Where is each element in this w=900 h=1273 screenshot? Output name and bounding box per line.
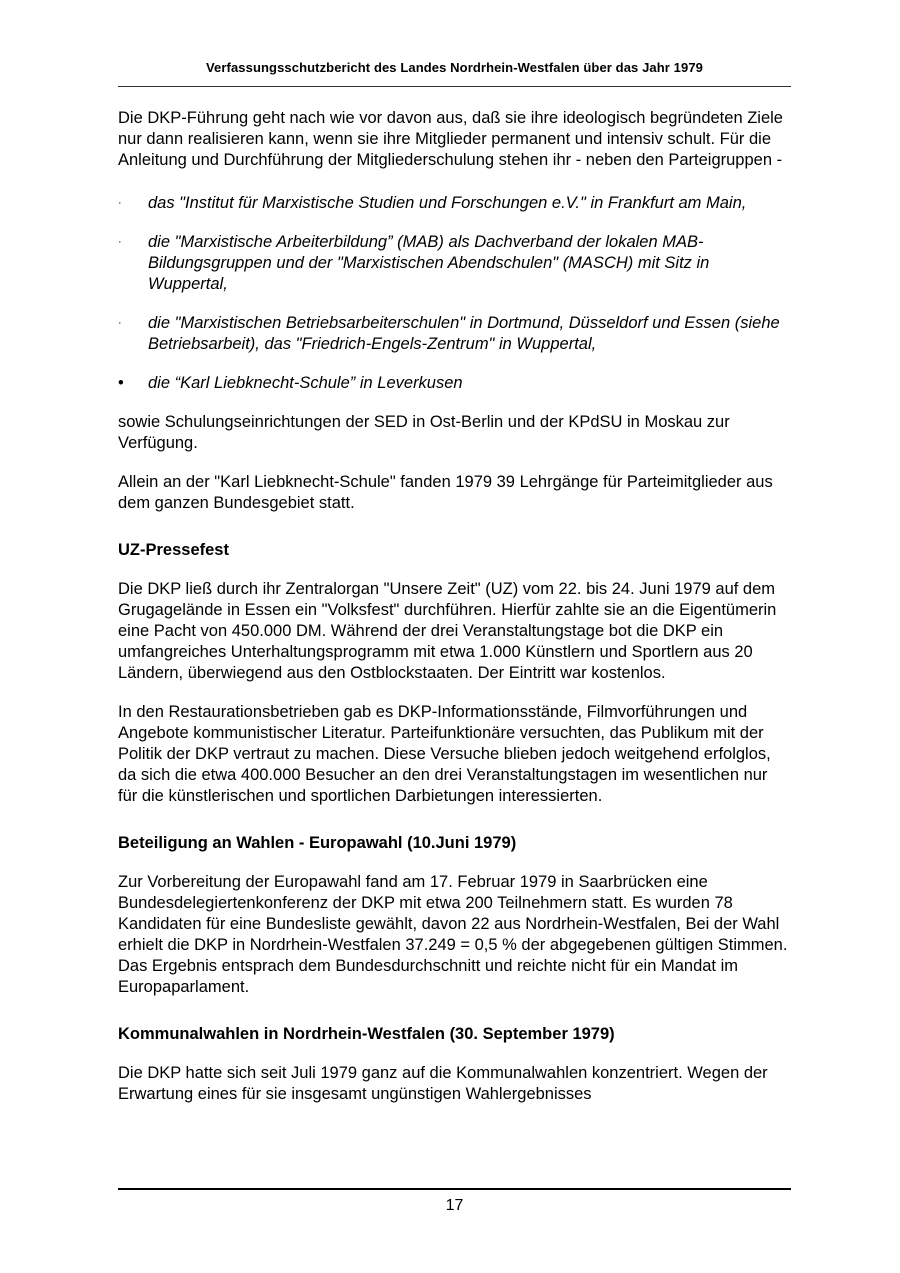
paragraph-kommunalwahlen: Die DKP hatte sich seit Juli 1979 ganz auf die Kommunalwahlen konzentriert. Wegen der Erwartung eines für sie insgesamt ungünstigen Wahlergebnisses bbox=[118, 1064, 768, 1103]
content-column bbox=[118, 0, 791, 1123]
list-item bbox=[118, 232, 791, 295]
bullet-text: das "Institut für Marxistische Studien und Forschungen e.V." in Frankfurt am Main, bbox=[148, 194, 747, 212]
list-item bbox=[118, 373, 791, 394]
bullet-marker: • bbox=[118, 374, 124, 392]
bullet-marker: · bbox=[118, 236, 122, 248]
page-footer bbox=[118, 1188, 791, 1215]
header-divider bbox=[118, 86, 791, 87]
page-number: 17 bbox=[445, 1197, 464, 1214]
paragraph-europawahl: Zur Vorbereitung der Europawahl fand am 17. Februar 1979 in Saarbrücken eine Bundesdelegiertenkonferenz der DKP mit etwa 200 Teilnehmern statt. Es wurden 78 Kandidaten für eine Bundesliste gewählt, davon 22 aus Nordrhein-Westfalen, Bei der Wahl erhielt die DKP in Nordrhein-Westfalen 37.249 = 0,5 % der abgegebenen gültigen Stimmen. Das Ergebnis entsprach dem Bundesdurchschnitt und reichte nicht für ein Mandat im Europaparlament. bbox=[118, 873, 788, 996]
paragraph-sowie: sowie Schulungseinrichtungen der SED in Ost-Berlin und der KPdSU in Moskau zur Verfügung. bbox=[118, 413, 730, 452]
section-heading-kommunalwahlen: Kommunalwahlen in Nordrhein-Westfalen (30. September 1979) bbox=[118, 1025, 615, 1043]
footer-divider bbox=[118, 1188, 791, 1190]
document-body bbox=[118, 108, 791, 1105]
paragraph-uz-1: Die DKP ließ durch ihr Zentralorgan "Unsere Zeit" (UZ) vom 22. bis 24. Juni 1979 auf dem Grugagelände in Essen ein "Volksfest" durchführen. Hierfür zahlte sie an die Eigentümerin eine Pacht von 450.000 DM. Während der drei Veranstaltungstage bot die DKP ein umfangreiches Unterhaltungsprogramm mit etwa 1.000 Künstlern und Sportlern aus 20 Ländern, überwiegend aus den Ostblockstaaten. Der Eintritt war kostenlos. bbox=[118, 580, 777, 682]
bullet-text: die "Marxistischen Betriebsarbeiterschulen" in Dortmund, Düsseldorf und Essen (siehe Betriebsarbeit), das "Friedrich-Engels-Zentrum" in Wuppertal, bbox=[148, 314, 780, 353]
list-item bbox=[118, 193, 791, 214]
section-heading-uz-pressefest: UZ-Pressefest bbox=[118, 541, 229, 559]
paragraph-intro: Die DKP-Führung geht nach wie vor davon aus, daß sie ihre ideologisch begründeten Ziele nur dann realisieren kann, wenn sie ihre Mitglieder permanent und intensiv schult. Für die Anleitung und Durchführung der Mitgliederschulung stehen ihr - neben den Parteigruppen - bbox=[118, 109, 783, 169]
bullet-list bbox=[118, 193, 791, 394]
paragraph-uz-2: In den Restaurationsbetrieben gab es DKP-Informationsstände, Filmvorführungen und Angebote kommunistischer Literatur. Parteifunktionäre versuchten, das Publikum mit der Politik der DKP vertraut zu machen. Diese Versuche blieben jedoch weitgehend erfolglos, da sich die etwa 400.000 Besucher an den drei Veranstaltungstagen im wesentlichen nur für die künstlerischen und sportlichen Darbietungen interessierten. bbox=[118, 703, 771, 805]
bullet-text: die "Marxistische Arbeiterbildung” (MAB) als Dachverband der lokalen MAB-Bildungsgruppen und der "Marxistischen Abendschulen" (MASCH) mit Sitz in Wuppertal, bbox=[148, 233, 710, 293]
list-item bbox=[118, 313, 791, 355]
section-heading-europawahl: Beteiligung an Wahlen - Europawahl (10.Juni 1979) bbox=[118, 834, 517, 852]
bullet-marker: · bbox=[118, 317, 122, 329]
paragraph-allein: Allein an der "Karl Liebknecht-Schule" fanden 1979 39 Lehrgänge für Parteimitglieder aus dem ganzen Bundesgebiet statt. bbox=[118, 473, 773, 512]
page-header bbox=[118, 0, 791, 87]
bullet-text: die “Karl Liebknecht-Schule” in Leverkusen bbox=[148, 374, 463, 392]
page-header-title: Verfassungsschutzbericht des Landes Nordrhein-Westfalen über das Jahr 1979 bbox=[206, 60, 703, 75]
bullet-marker: · bbox=[118, 197, 122, 209]
